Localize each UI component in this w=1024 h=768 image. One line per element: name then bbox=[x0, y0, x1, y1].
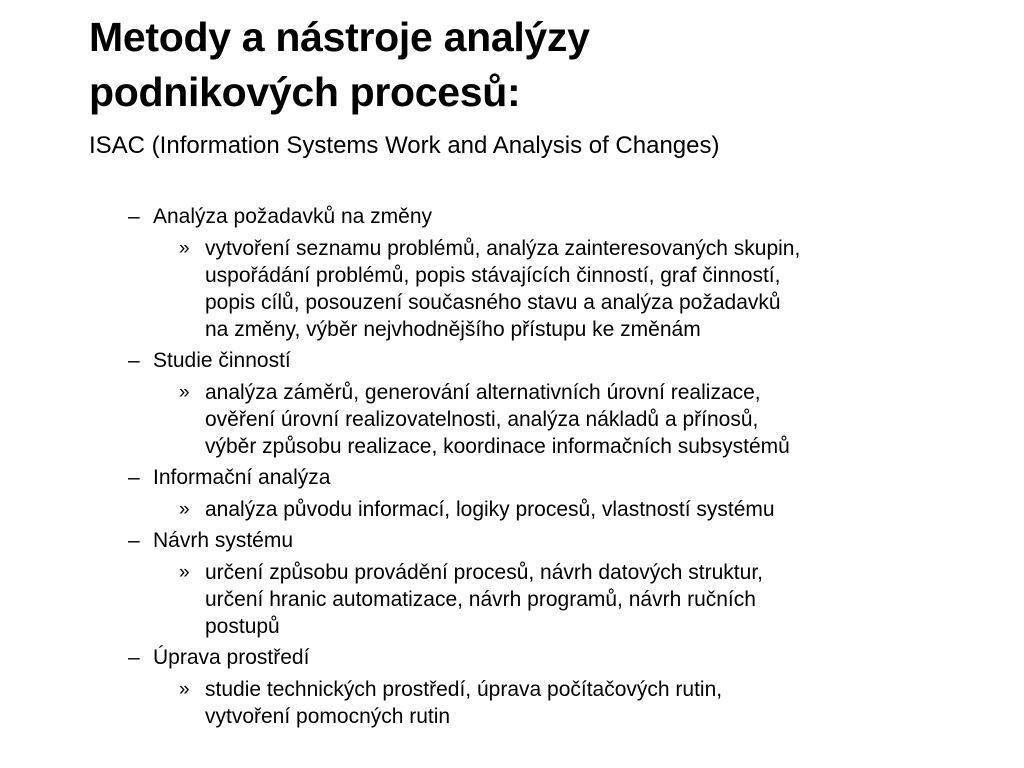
slide-title-line-1: Metody a nástroje analýzy bbox=[89, 14, 590, 60]
sub-bullet-item bbox=[0, 496, 945, 523]
bullet-heading: Informační analýza bbox=[153, 466, 331, 489]
slide-title bbox=[89, 10, 590, 120]
bullet-heading: Úprava prostředí bbox=[153, 646, 310, 669]
dash-bullet-icon: – bbox=[128, 529, 140, 552]
raquo-bullet-icon: » bbox=[179, 382, 190, 403]
bullet-heading: Analýza požadavků na změny bbox=[153, 205, 432, 228]
dash-bullet-icon: – bbox=[128, 205, 140, 228]
dash-bullet-icon: – bbox=[128, 349, 140, 372]
raquo-bullet-icon: » bbox=[179, 562, 190, 583]
raquo-bullet-icon: » bbox=[179, 499, 190, 520]
sub-bullet-text-line: určení hranic automatizace, návrh programů, návrh ručních bbox=[205, 588, 756, 611]
sub-bullet-text-line: studie technických prostředí, úprava počítačových rutin, bbox=[205, 678, 723, 701]
sub-bullet-text-line: vytvoření seznamu problémů, analýza zainteresovaných skupin, bbox=[205, 237, 801, 260]
bullet-section bbox=[0, 527, 1024, 640]
sub-bullet-text-line: na změny, výběr nejvhodnějšího přístupu ke změnám bbox=[205, 318, 701, 341]
bullet-item bbox=[0, 464, 1024, 491]
raquo-bullet-icon: » bbox=[179, 238, 190, 259]
bullet-item bbox=[0, 527, 1024, 554]
sub-bullet-text-line: postupů bbox=[205, 615, 280, 638]
bullet-list bbox=[0, 203, 1024, 734]
sub-bullet-text-line: popis cílů, posouzení současného stavu a analýza požadavků bbox=[205, 291, 781, 314]
bullet-item bbox=[0, 347, 1024, 374]
sub-bullet-text-line: ověření úrovní realizovatelnosti, analýza nákladů a přínosů, bbox=[205, 408, 759, 431]
raquo-bullet-icon: » bbox=[179, 679, 190, 700]
sub-bullet-text-line: výběr způsobu realizace, koordinace informačních subsystémů bbox=[205, 435, 790, 458]
sub-bullet-item bbox=[0, 559, 945, 640]
sub-bullet-text-line: analýza záměrů, generování alternativních úrovní realizace, bbox=[205, 381, 761, 404]
sub-bullet-item bbox=[0, 676, 945, 730]
sub-bullet-text-line: analýza původu informací, logiky procesů, vlastností systému bbox=[205, 498, 775, 521]
bullet-item bbox=[0, 203, 1024, 230]
bullet-section bbox=[0, 644, 1024, 730]
sub-bullet-item bbox=[0, 379, 945, 460]
sub-bullet-item bbox=[0, 235, 945, 343]
bullet-section bbox=[0, 203, 1024, 343]
slide-title-line-2: podnikových procesů: bbox=[89, 69, 521, 115]
dash-bullet-icon: – bbox=[128, 466, 140, 489]
bullet-section bbox=[0, 464, 1024, 523]
slide-subtitle: ISAC (Information Systems Work and Analysis of Changes) bbox=[89, 132, 720, 159]
bullet-heading: Návrh systému bbox=[153, 529, 294, 552]
dash-bullet-icon: – bbox=[128, 646, 140, 669]
bullet-section bbox=[0, 347, 1024, 460]
sub-bullet-text-line: vytvoření pomocných rutin bbox=[205, 705, 451, 728]
bullet-item bbox=[0, 644, 1024, 671]
sub-bullet-text-line: určení způsobu provádění procesů, návrh datových struktur, bbox=[205, 561, 763, 584]
sub-bullet-text-line: uspořádání problémů, popis stávajících činností, graf činností, bbox=[205, 264, 781, 287]
bullet-heading: Studie činností bbox=[153, 349, 291, 372]
